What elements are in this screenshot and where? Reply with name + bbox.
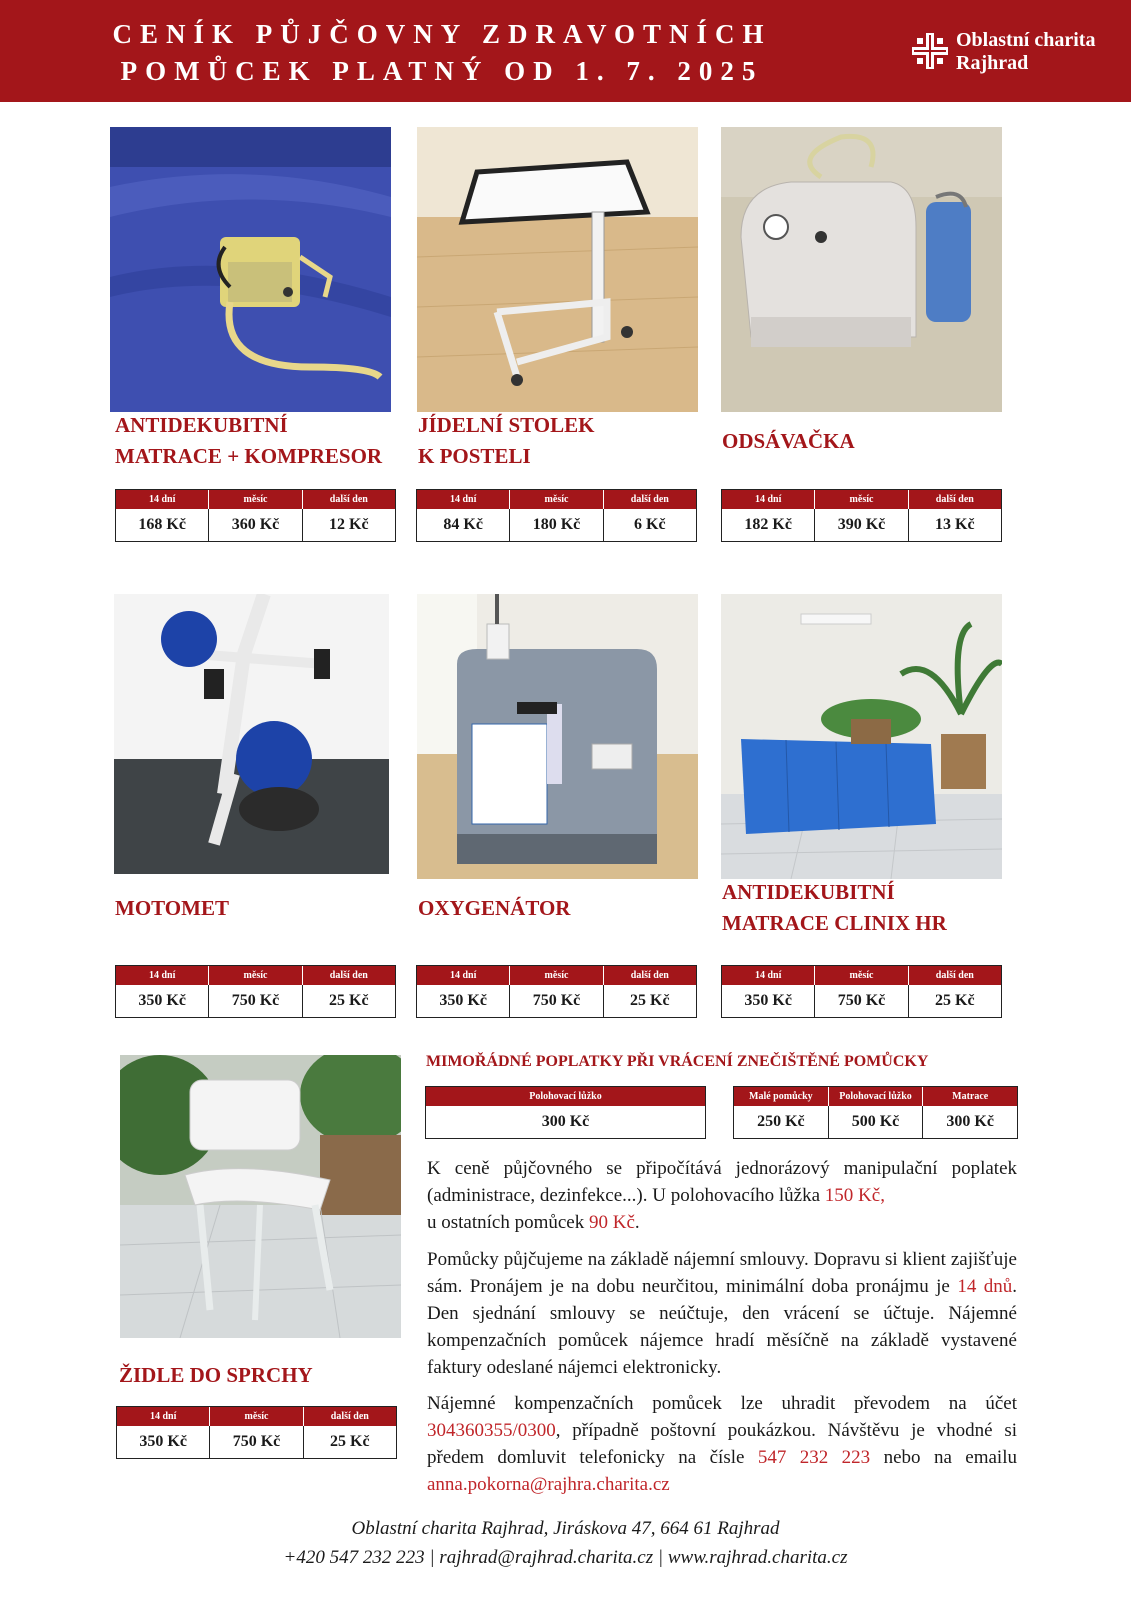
footer-address: Oblastní charita Rajhrad, Jiráskova 47, 664 61 Rajhrad xyxy=(351,1518,780,1539)
price-month: 390 Kč xyxy=(815,509,908,541)
price-month: 750 Kč xyxy=(209,985,302,1017)
title-line-2: POMŮCEK PLATNÝ OD 1. 7. 2025 xyxy=(120,56,764,86)
price-table-2: 14 dní měsíc další den 84 Kč 180 Kč 6 Kč xyxy=(416,489,697,542)
photo-clinix-mattress xyxy=(721,594,1002,879)
fee-small-aids: 250 Kč xyxy=(734,1106,829,1138)
title-line-1: CENÍK PŮJČOVNY ZDRAVOTNÍCH xyxy=(112,19,772,49)
paragraph-handling-fee: K ceně půjčovného se připočítává jednorázový manipulační poplatek (administrace, dezinfekce...). U polohovacího lůžka 150 Kč, u ostatních pomůcek 90 Kč. xyxy=(427,1158,1017,1233)
photo-oxygenator xyxy=(417,594,698,879)
price-next-day: 12 Kč xyxy=(329,516,369,533)
price-month: 750 Kč xyxy=(210,1426,303,1458)
logo-line-1: Oblastní charita xyxy=(956,29,1096,51)
price-next-day: 25 Kč xyxy=(630,992,670,1009)
product-name-6: ANTIDEKUBITNÍ MATRACE CLINIX HR xyxy=(722,880,947,935)
product-name-2: JÍDELNÍ STOLEK K POSTELI xyxy=(418,413,595,468)
product-name-4: MOTOMET xyxy=(115,896,229,920)
price-14-days: 168 Kč xyxy=(116,509,209,541)
fees-table-bed: Polohovací lůžko 300 Kč xyxy=(425,1086,706,1139)
contact-email: anna.pokorna@rajhra.charita.cz xyxy=(427,1474,670,1495)
price-14-days: 350 Kč xyxy=(117,1426,210,1458)
photo-motomed xyxy=(114,594,389,874)
product-name-1: ANTIDEKUBITNÍ MATRACE + KOMPRESOR xyxy=(115,413,383,468)
price-month: 360 Kč xyxy=(209,509,302,541)
photo-mattress-compressor xyxy=(110,127,391,412)
fees-title: MIMOŘÁDNÉ POPLATKY PŘI VRÁCENÍ ZNEČIŠTĚNÉ POMŮCKY xyxy=(426,1053,929,1070)
price-table-4: 14 dní měsíc další den 350 Kč 750 Kč 25 Kč xyxy=(115,965,396,1018)
price-14-days: 350 Kč xyxy=(722,985,815,1017)
price-next-day: 25 Kč xyxy=(935,992,975,1009)
paragraph-payment: Nájemné kompenzačních pomůcek lze uhradit převodem na účet 304360355/0300, případně poštovní poukázkou. Návštěvu je vhodné si předem domluvit telefonicky na čísle 547 232 223 nebo na emailu anna.pokorna@rajhra.charita.cz xyxy=(427,1393,1017,1495)
price-table-5: 14 dní měsíc další den 350 Kč 750 Kč 25 Kč xyxy=(416,965,697,1018)
price-next-day: 25 Kč xyxy=(330,1433,370,1450)
charity-logo xyxy=(910,27,1110,77)
photo-shower-chair xyxy=(120,1055,401,1338)
price-next-day: 13 Kč xyxy=(935,516,975,533)
fee-bed: 300 Kč xyxy=(541,1113,590,1130)
logo-text xyxy=(956,29,1095,75)
page-title xyxy=(72,16,812,90)
charity-cross-icon xyxy=(910,31,950,71)
price-14-days: 350 Kč xyxy=(417,985,510,1017)
price-table-3: 14 dní měsíc další den 182 Kč 390 Kč 13 Kč xyxy=(721,489,1002,542)
footer xyxy=(0,1514,1131,1572)
fees-table-other: Malé pomůcky Polohovací lůžko Matrace 250 Kč 500 Kč 300 Kč xyxy=(733,1086,1018,1139)
price-table-1: 14 dní měsíc další den 168 Kč 360 Kč 12 Kč xyxy=(115,489,396,542)
phone-number: 547 232 223 xyxy=(757,1447,871,1468)
product-name-5: OXYGENÁTOR xyxy=(418,896,571,920)
price-month: 750 Kč xyxy=(510,985,603,1017)
product-name-7: ŽIDLE DO SPRCHY xyxy=(119,1363,313,1387)
bank-account: 304360355/0300 xyxy=(427,1420,556,1441)
paragraph-rental-terms: Pomůcky půjčujeme na základě nájemní smlouvy. Dopravu si klient zajišťuje sám. Pronájem je na dobu neurčitou, minimální doba pronájmu je 14 dnů. Den sjednání smlouvy se neúčtuje, den vrácení se účtuje. Nájemné kompenzačních pomůcek nájemce hradí měsíčně na základě vystavené faktury odeslané nájemci elektronicky. xyxy=(427,1249,1018,1378)
price-month: 180 Kč xyxy=(510,509,603,541)
price-14-days: 182 Kč xyxy=(722,509,815,541)
photo-bed-table xyxy=(417,127,698,412)
photo-suction-device xyxy=(721,127,1002,412)
fee-bed: 500 Kč xyxy=(829,1106,924,1138)
price-14-days: 84 Kč xyxy=(417,509,510,541)
price-month: 750 Kč xyxy=(815,985,908,1017)
footer-contacts: +420 547 232 223 | rajhrad@rajhrad.charita.cz | www.rajhrad.charita.cz xyxy=(283,1547,848,1568)
price-14-days: 350 Kč xyxy=(116,985,209,1017)
logo-line-2: Rajhrad xyxy=(956,52,1029,74)
price-table-6: 14 dní měsíc další den 350 Kč 750 Kč 25 Kč xyxy=(721,965,1002,1018)
price-next-day: 25 Kč xyxy=(329,992,369,1009)
product-name-3: ODSÁVAČKA xyxy=(722,429,855,453)
price-table-7: 14 dní měsíc další den 350 Kč 750 Kč 25 Kč xyxy=(116,1406,397,1459)
fee-mattress: 300 Kč xyxy=(946,1113,994,1130)
price-next-day: 6 Kč xyxy=(634,516,666,533)
header-banner xyxy=(0,0,1131,102)
